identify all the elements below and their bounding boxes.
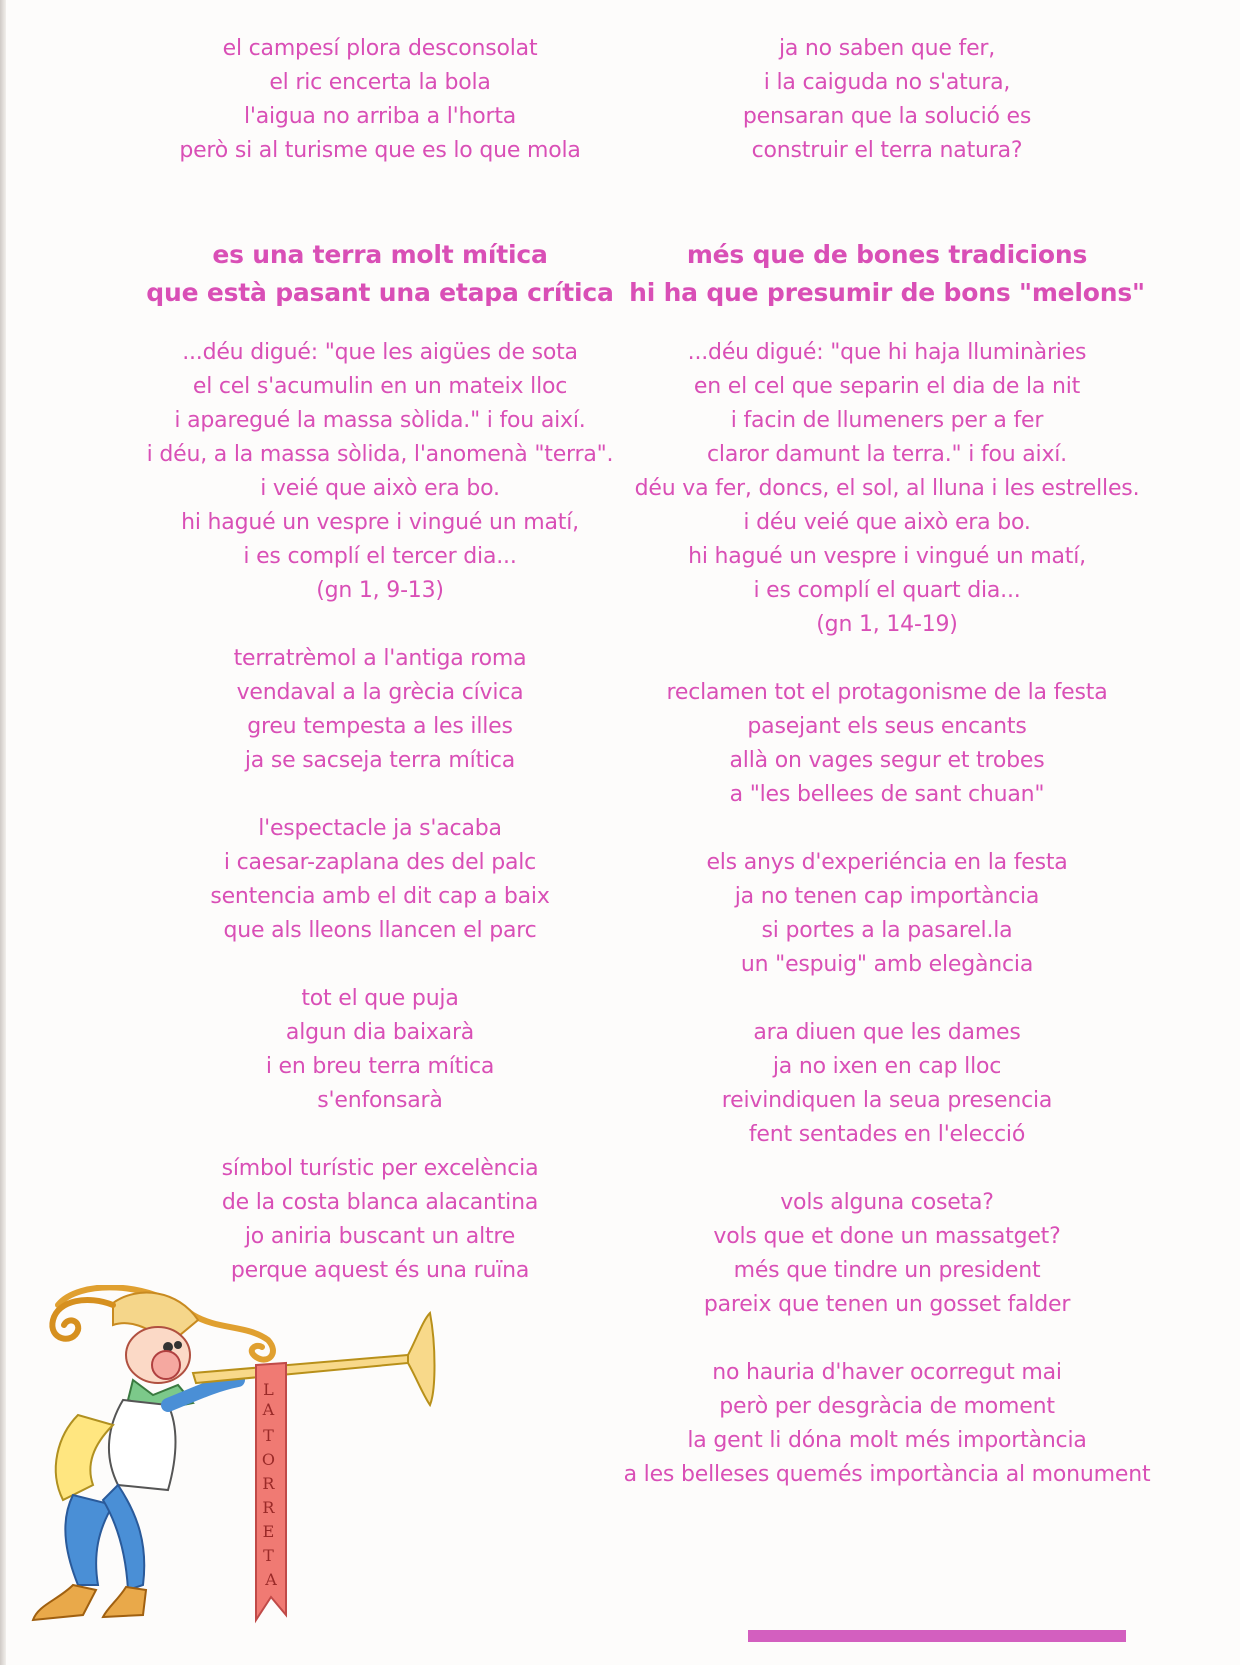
verse-line: vols que et done un massatget? [713, 1224, 1061, 1249]
citation: (gn 1, 14-19) [816, 612, 958, 637]
left-stanza-5 [130, 982, 630, 1118]
right-stanza-6 [622, 1186, 1152, 1322]
verse-line: greu tempesta a les illes [247, 714, 513, 739]
verse-line: el ric encerta la bola [269, 70, 491, 95]
verse-line: els anys d'experiéncia en la festa [706, 850, 1068, 875]
verse-line: ja se sacseja terra mítica [244, 748, 516, 773]
verse-line: i déu, a la massa sòlida, l'anomenà "terra". [146, 442, 614, 467]
left-stanza-6 [130, 1152, 630, 1288]
verse-line: s'enfonsarà [317, 1088, 443, 1113]
verse-line: en el cel que separin el dia de la nit [693, 374, 1081, 399]
verse-line: hi hagué un vespre i vingué un matí, [688, 544, 1086, 569]
verse-line: més que tindre un president [733, 1258, 1041, 1283]
right-column [622, 32, 1152, 1526]
verse-line: no hauria d'haver ocorregut mai [712, 1360, 1062, 1385]
verse-line: a les belleses quemés importància al monument [623, 1462, 1151, 1487]
verse-line: ...déu digué: "que hi haja lluminàries [687, 340, 1087, 365]
verse-line: algun dia baixarà [285, 1020, 475, 1045]
jester-trumpet-icon [18, 1285, 458, 1645]
verse-line: ja no ixen en cap lloc [772, 1054, 1002, 1079]
verse-line: i la caiguda no s'atura, [763, 70, 1011, 95]
verse-line: ja no saben que fer, [778, 36, 996, 61]
right-stanza-2 [622, 336, 1152, 642]
verse-line: pareix que tenen un gosset falder [703, 1292, 1071, 1317]
verse-line: hi hagué un vespre i vingué un matí, [181, 510, 579, 535]
verse-line: sentencia amb el dit cap a baix [210, 884, 550, 909]
verse-line: i es complí el quart dia... [753, 578, 1021, 603]
right-stanza-7 [622, 1356, 1152, 1492]
verse-line: i es complí el tercer dia... [243, 544, 517, 569]
verse-line: si portes a la pasarel.la [761, 918, 1013, 943]
right-stanza-5 [622, 1016, 1152, 1152]
verse-line: però si al turisme que es lo que mola [179, 138, 581, 163]
verse-line: i caesar-zaplana des del palc [223, 850, 537, 875]
verse-line: l'espectacle ja s'acaba [258, 816, 502, 841]
verse-line: que als lleons llancen el parc [223, 918, 537, 943]
verse-line: i déu veié que això era bo. [743, 510, 1031, 535]
verse-line: però per desgràcia de moment [719, 1394, 1055, 1419]
verse-line: pensaran que la solució es [742, 104, 1032, 129]
verse-line: pasejant els seus encants [747, 714, 1027, 739]
verse-line: i en breu terra mítica [265, 1054, 495, 1079]
verse-line: perque aquest és una ruïna [230, 1258, 530, 1283]
verse-line: i aparegué la massa sòlida." i fou així. [174, 408, 586, 433]
citation: (gn 1, 9-13) [316, 578, 444, 603]
heading-line: més que de bones tradicions [686, 240, 1088, 269]
left-stanza-1 [130, 32, 630, 168]
verse-line: construir el terra natura? [751, 138, 1023, 163]
heading-line: es una terra molt mítica [212, 240, 548, 269]
verse-line: vendaval a la grècia cívica [236, 680, 524, 705]
verse-line: jo aniria buscant un altre [244, 1224, 516, 1249]
verse-line: fent sentades en l'elecció [748, 1122, 1026, 1147]
heading-line: hi ha que presumir de bons "melons" [629, 278, 1145, 307]
verse-line: reivindiquen la seua presencia [721, 1088, 1053, 1113]
page-edge [0, 0, 6, 1665]
banner-label: L A T O R R E T A [261, 1380, 277, 1589]
verse-line: la gent li dóna molt més importància [687, 1428, 1087, 1453]
verse-line: déu va fer, doncs, el sol, al lluna i les estrelles. [634, 476, 1140, 501]
heading-line: que està pasant una etapa crítica [146, 278, 614, 307]
verse-line: a "les bellees de sant chuan" [729, 782, 1045, 807]
verse-line: ...déu digué: "que les aigües de sota [182, 340, 578, 365]
left-stanza-4 [130, 812, 630, 948]
right-stanza-3 [622, 676, 1152, 812]
right-heading [622, 236, 1152, 312]
verse-line: i veié que això era bo. [260, 476, 500, 501]
right-stanza-4 [622, 846, 1152, 982]
verse-line: ara diuen que les dames [753, 1020, 1021, 1045]
verse-line: vols alguna coseta? [780, 1190, 994, 1215]
right-stanza-1 [622, 32, 1152, 168]
verse-line: el campesí plora desconsolat [222, 36, 538, 61]
left-heading [130, 236, 630, 312]
left-stanza-2 [130, 336, 630, 608]
verse-line: allà on vages segur et trobes [729, 748, 1045, 773]
left-stanza-3 [130, 642, 630, 778]
verse-line: símbol turístic per excelència [221, 1156, 539, 1181]
verse-line: un "espuig" amb elegància [740, 952, 1034, 977]
verse-line: ja no tenen cap importància [734, 884, 1040, 909]
verse-line: l'aigua no arriba a l'horta [243, 104, 517, 129]
decorative-bar [748, 1630, 1126, 1642]
verse-line: terratrèmol a l'antiga roma [233, 646, 527, 671]
verse-line: reclamen tot el protagonisme de la festa [666, 680, 1108, 705]
verse-line: tot el que puja [301, 986, 459, 1011]
verse-line: el cel s'acumulin en un mateix lloc [192, 374, 568, 399]
verse-line: claror damunt la terra." i fou així. [707, 442, 1067, 467]
left-column [130, 32, 630, 1322]
verse-line: i facin de llumeners per a fer [730, 408, 1044, 433]
verse-line: de la costa blanca alacantina [221, 1190, 539, 1215]
